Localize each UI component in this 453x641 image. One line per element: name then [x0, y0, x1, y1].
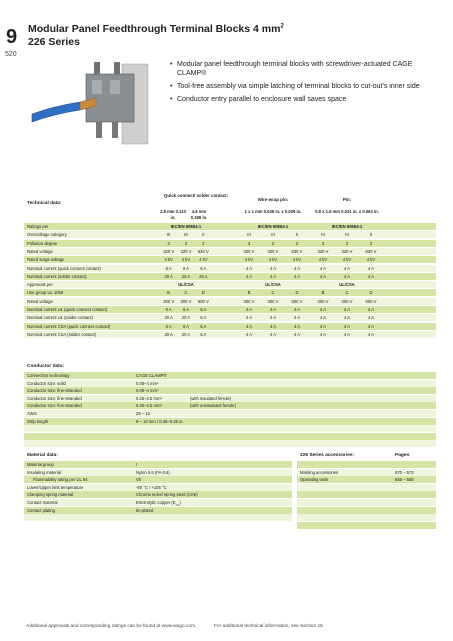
material-row-value-text: I: [136, 462, 138, 467]
conductor-row-note: (with uninsulated ferrule): [190, 403, 236, 409]
conductor-row-label: Conductor size: fine-stranded: [27, 388, 82, 394]
technical-cell: 4 kV: [181, 257, 191, 263]
technical-cell: 300 V: [163, 298, 175, 304]
accessory-label[interactable]: Operating tools: [300, 477, 329, 483]
accessories-rows: [297, 461, 436, 531]
conductor-row: [24, 402, 436, 409]
material-row: [24, 484, 292, 491]
technical-cell: 630 V: [365, 248, 377, 254]
material-row: [24, 461, 292, 468]
technical-row: [24, 323, 436, 330]
technical-cell: 20 A: [164, 315, 173, 321]
technical-row: [24, 314, 436, 321]
bullet-dot-icon: •: [170, 61, 173, 68]
technical-cell: 6 A: [165, 307, 172, 312]
material-row-value-text: -60 °C / +105 °C: [136, 484, 167, 490]
material-row: [24, 514, 292, 521]
material-title: Material data:: [27, 453, 58, 458]
technical-row: [24, 231, 436, 238]
material-row-value: [136, 484, 167, 491]
technical-row-label: Use group UL 1059: [27, 290, 64, 296]
accessories-row: [297, 491, 436, 498]
contact-material-subscript: Cu: [175, 502, 180, 507]
bullet-dot-icon: •: [170, 96, 173, 103]
technical-cell: 5 A: [200, 323, 207, 329]
conductor-row-value: CAGE CLAMP®: [136, 373, 167, 378]
technical-row-label: Ratings per: [27, 224, 49, 229]
technical-cell: 2: [295, 240, 299, 246]
page-subtitle: 226 Series: [28, 36, 80, 48]
technical-cell: 6 A: [165, 323, 172, 329]
technical-cell: III: [247, 232, 251, 238]
page-number: 520: [5, 51, 17, 58]
technical-cell: 300 V: [341, 298, 353, 304]
material-row-value-text: Chrome nickel spring steel (CrNi): [136, 492, 198, 498]
conductor-row-label: Conductor size: fine-stranded: [27, 403, 82, 409]
technical-rows: [24, 223, 436, 343]
size-header: 2.8 mm 0.110 in.: [160, 209, 186, 220]
technical-cell: 600 V: [365, 298, 377, 304]
technical-cell: 4 kV: [318, 257, 328, 263]
feature-list: [170, 60, 430, 104]
technical-cell: 4 kV: [342, 257, 352, 263]
material-row-value: [136, 476, 141, 483]
technical-row-label: Overvoltage category: [27, 232, 67, 238]
accessories-row: [297, 507, 436, 514]
technical-cell: III: [271, 232, 275, 238]
material-row: [24, 499, 292, 506]
conductor-row-label: Conductor size: fine-stranded: [27, 395, 82, 401]
feature-item: [170, 95, 430, 104]
conductor-row: [24, 372, 436, 379]
footer-left: Additional approvals and corresponding ratings can be found at www.wago.com.: [26, 624, 197, 629]
technical-cell: B: [167, 290, 171, 296]
technical-cell: 4 A: [293, 265, 301, 271]
technical-row-label: Rated surge voltage: [27, 257, 65, 263]
technical-cell: 4 A: [269, 273, 277, 279]
technical-cell: 4 A: [245, 307, 253, 312]
technical-cell: 6 A: [182, 307, 190, 312]
technical-cell: II: [202, 232, 205, 238]
size-header: 4.8 mm 0.189 in.: [190, 209, 208, 220]
technical-cell: 6 A: [200, 265, 207, 271]
technical-row-label: Nominal current (solder contact): [27, 273, 87, 279]
technical-cell: 4 A: [245, 265, 253, 271]
conductor-row-empty: [24, 440, 436, 447]
conductor-row-label: Strip length: [27, 418, 49, 424]
technical-cell: 4 A: [343, 307, 351, 312]
footer-right: For additional technical information, see Section 15.: [214, 624, 325, 629]
material-row-value-text: V0: [136, 477, 142, 483]
accessories-row: [297, 522, 436, 529]
technical-cell: 300 V: [243, 298, 255, 304]
material-row-label: Lower/Upper limit temperature: [27, 484, 84, 490]
technical-cell: 4 A: [245, 323, 253, 329]
technical-cell: 300 V: [317, 298, 329, 304]
conductor-row-label: Connection technology: [27, 373, 70, 378]
technical-cell: IEC/EN 60664-1: [331, 224, 363, 229]
technical-cell: 4 A: [269, 307, 277, 312]
technical-cell: 20 A: [164, 331, 173, 337]
technical-row: [24, 273, 436, 280]
technical-cell: 4 A: [245, 315, 253, 321]
technical-cell: 320 V: [243, 248, 255, 254]
accessories-row: [297, 461, 436, 468]
conductor-row-label: Conductor size: solid: [27, 380, 66, 386]
technical-row-label: Nominal current (quick connect contact): [27, 265, 101, 271]
technical-cell: 4 kV: [366, 257, 376, 263]
technical-cell: 5 A: [200, 315, 207, 321]
technical-title: Technical data:: [27, 201, 62, 206]
conductor-row-value: 0.08–4 mm²: [136, 380, 159, 386]
material-row-value-text: tin-plated: [136, 507, 154, 513]
technical-cell: 4 kV: [199, 257, 208, 263]
material-row-value: [136, 461, 137, 468]
conductor-row-value: 0.25–2.5 mm²: [136, 403, 162, 409]
conductor-row: [24, 395, 436, 402]
technical-cell: 4 A: [343, 273, 351, 279]
material-row-label: Flammability rating per UL 94: [33, 477, 88, 483]
material-row-value: [136, 507, 153, 514]
technical-row: [24, 265, 436, 272]
accessories-row: [297, 469, 436, 476]
technical-row: [24, 256, 436, 263]
technical-row: [24, 331, 436, 338]
technical-cell: 4 kV: [164, 257, 173, 263]
accessories-row: [297, 476, 436, 483]
material-row-label: Insulating material: [27, 469, 61, 475]
technical-row-label: Approvals per: [27, 282, 53, 288]
technical-cell: 4 A: [293, 331, 301, 337]
accessories-title: 226 Series accessories:: [300, 453, 355, 458]
conductor-row-value: 0.08–4 mm²: [136, 388, 159, 394]
technical-cell: 4 A: [343, 331, 351, 337]
technical-cell: 3: [167, 240, 170, 246]
technical-cell: UL/CSA: [339, 282, 355, 288]
conductor-row: [24, 410, 436, 417]
technical-cell: 600 V: [291, 298, 303, 304]
technical-cell: 630 V: [291, 248, 303, 254]
technical-cell: 3: [247, 240, 251, 246]
technical-data-table: [24, 192, 436, 355]
title-superscript: 2: [280, 23, 284, 30]
technical-cell: UL/CSA: [265, 282, 281, 288]
material-rows: [24, 461, 292, 531]
section-number: 9: [6, 26, 18, 48]
technical-cell: 20 A: [199, 273, 208, 279]
accessories-row: [297, 499, 436, 506]
technical-cell: 4 A: [319, 323, 327, 329]
technical-cell: D: [369, 290, 373, 296]
accessories-row: [297, 514, 436, 521]
technical-cell: II: [369, 232, 373, 238]
technical-cell: III: [321, 232, 325, 238]
technical-row-label: Nominal current CSA (quick connect contact): [27, 323, 111, 329]
technical-cell: 4 A: [343, 315, 351, 321]
material-row-label: Contact material: [27, 500, 58, 505]
technical-cell: 4 A: [293, 307, 301, 312]
feature-text: Modular panel feedthrough terminal blocks with screwdriver-actuated CAGE CLAMP®: [177, 61, 413, 77]
technical-cell: 4 A: [343, 265, 351, 271]
technical-cell: 320 V: [180, 248, 192, 254]
conductor-rows: [24, 372, 436, 444]
technical-row: [24, 289, 436, 296]
technical-cell: 4 A: [319, 265, 327, 271]
material-row: [24, 491, 292, 498]
page-title: [28, 23, 284, 35]
conductor-data-table: [24, 364, 436, 446]
size-header-row: [24, 209, 436, 222]
technical-cell: 5 A: [200, 307, 207, 312]
technical-cell: B: [247, 290, 251, 296]
technical-cell: 20 A: [181, 273, 191, 279]
technical-cell: 20 A: [164, 273, 173, 279]
technical-cell: 320 V: [267, 248, 279, 254]
technical-cell: 300 V: [267, 298, 279, 304]
accessory-pages[interactable]: 556 – 558: [395, 477, 414, 483]
conductor-row: [24, 380, 436, 387]
technical-cell: 4 A: [367, 307, 375, 312]
technical-cell: 3: [321, 240, 325, 246]
conductor-row-note: (with insulated ferrule): [190, 395, 232, 401]
conductor-row-value: 9 – 10 mm / 0.35–0.39 in.: [136, 418, 184, 424]
technical-cell: IEC/EN 60664-1: [257, 224, 289, 229]
material-row-label: Clamping spring material: [27, 492, 74, 498]
feature-text: Tool-free assembly via simple latching of terminal blocks to cut-out’s inner side: [177, 83, 420, 90]
technical-cell: 5 A: [200, 331, 207, 337]
material-data-table: [24, 453, 292, 533]
technical-cell: 4 A: [367, 273, 375, 279]
technical-cell: C: [184, 290, 188, 296]
technical-cell: 4 A: [269, 265, 277, 271]
technical-cell: C: [271, 290, 275, 296]
technical-cell: 4 A: [269, 315, 277, 321]
technical-row-label: Nominal current CSA (solder contact): [27, 331, 97, 337]
technical-cell: III: [166, 232, 171, 238]
technical-cell: D: [295, 290, 299, 296]
technical-cell: 320 V: [341, 248, 353, 254]
technical-row-label: Rated voltage: [27, 298, 53, 304]
technical-row: [24, 281, 436, 288]
technical-cell: 4 A: [319, 331, 327, 337]
technical-cell: 4 kV: [244, 257, 254, 263]
technical-cell: IEC/EN 60664-1: [170, 224, 202, 229]
feature-text: Conductor entry parallel to enclosure wall saves space: [177, 96, 347, 103]
technical-cell: 4 A: [367, 315, 375, 321]
technical-cell: 4 kV: [268, 257, 278, 263]
conductor-row-empty: [24, 433, 436, 440]
accessory-label[interactable]: Marking accessories: [300, 469, 339, 475]
material-row-label: Material group: [27, 462, 54, 467]
material-row: [24, 469, 292, 476]
conductor-row-empty: [24, 425, 436, 432]
technical-row: [24, 298, 436, 305]
material-row-value: [136, 491, 198, 498]
technical-cell: 4 A: [245, 273, 253, 279]
conductor-row-value: 28 – 12: [136, 411, 150, 416]
technical-cell: 320 V: [163, 248, 175, 254]
material-row-value: [136, 469, 170, 476]
technical-row: [24, 223, 436, 230]
technical-cell: 4 A: [269, 331, 277, 337]
technical-cell: 4 kV: [292, 257, 302, 263]
group-header: Pin:: [342, 197, 352, 202]
material-row-value: Electrolytic copper $(E_{Cu})$: [136, 500, 181, 507]
page-title-text: Modular Panel Feedthrough Terminal Blocks 4 mm: [28, 23, 281, 35]
conductor-row: [24, 387, 436, 394]
technical-cell: 6 A: [182, 265, 190, 271]
technical-row-label: Rated voltage: [27, 248, 53, 254]
technical-cell: III: [184, 232, 188, 238]
technical-cell: 2: [202, 240, 205, 246]
technical-cell: 600 V: [197, 298, 209, 304]
technical-cell: 20 A: [181, 331, 191, 337]
technical-cell: 6 A: [182, 323, 190, 329]
technical-row: [24, 306, 436, 313]
accessories-table: [297, 453, 436, 533]
technical-row-label: Pollution degree: [27, 240, 58, 246]
conductor-row-label: AWG: [27, 411, 37, 416]
technical-cell: 4 A: [293, 315, 301, 321]
group-header: Wire-wrap pin:: [257, 197, 289, 202]
technical-cell: 20 A: [181, 315, 191, 321]
feature-item: [170, 82, 430, 91]
technical-cell: 4 A: [293, 273, 301, 279]
technical-cell: 4 A: [245, 331, 253, 337]
technical-cell: 300 V: [180, 298, 192, 304]
technical-cell: 4 A: [367, 265, 375, 271]
technical-cell: 4 A: [343, 323, 351, 329]
bullet-dot-icon: •: [170, 83, 173, 90]
size-header: 1 x 1 mm 0.039 in. x 0.039 in.: [244, 209, 302, 214]
technical-cell: 2: [345, 240, 349, 246]
technical-cell: 2: [184, 240, 188, 246]
conductor-row-value: 0.25–2.5 mm²: [136, 395, 162, 401]
pages-title: Pages:: [395, 453, 411, 458]
technical-row-label: Nominal current UL (quick connect contact): [27, 307, 108, 312]
feature-item: [170, 60, 430, 78]
accessory-pages[interactable]: 570 – 573: [395, 469, 414, 475]
conductor-title: Conductor data:: [27, 364, 65, 369]
material-row: [24, 507, 292, 514]
technical-cell: 4 A: [269, 323, 277, 329]
material-row-value-text: Electrolytic copper (E: [136, 500, 176, 505]
technical-row: [24, 240, 436, 247]
group-header: Quick connect/ solder contact:: [163, 193, 229, 198]
terminal-block-illustration: [30, 56, 163, 150]
technical-cell: B: [321, 290, 325, 296]
size-header: 0.8 x 1.6 mm 0.031 in. x 0.063 in.: [315, 209, 379, 214]
technical-cell: II: [295, 232, 299, 238]
technical-cell: 4 A: [367, 331, 375, 337]
technical-cell: 2: [369, 240, 373, 246]
technical-cell: D: [201, 290, 205, 296]
material-row-value-text: Nylon 6.6 (PA 6.6): [136, 469, 170, 475]
product-image: [30, 56, 163, 150]
technical-cell: 630 V: [197, 248, 209, 254]
technical-row-label: Nominal current UL (solder contact): [27, 315, 93, 321]
technical-cell: UL/CSA: [178, 282, 194, 288]
technical-cell: 320 V: [317, 248, 329, 254]
section-tab: [0, 22, 24, 62]
technical-cell: C: [345, 290, 349, 296]
technical-cell: 4 A: [319, 307, 327, 312]
technical-cell: 4 A: [319, 273, 327, 279]
technical-cell: III: [345, 232, 349, 238]
conductor-row: [24, 418, 436, 425]
technical-row: [24, 248, 436, 255]
technical-cell: 6 A: [165, 265, 172, 271]
material-row-label: Contact plating: [27, 507, 55, 513]
technical-cell: 4 A: [319, 315, 327, 321]
technical-cell: 2: [271, 240, 275, 246]
material-row: [24, 476, 292, 483]
technical-cell: 4 A: [293, 323, 301, 329]
accessories-row: [297, 484, 436, 491]
technical-cell: 4 A: [367, 323, 375, 329]
